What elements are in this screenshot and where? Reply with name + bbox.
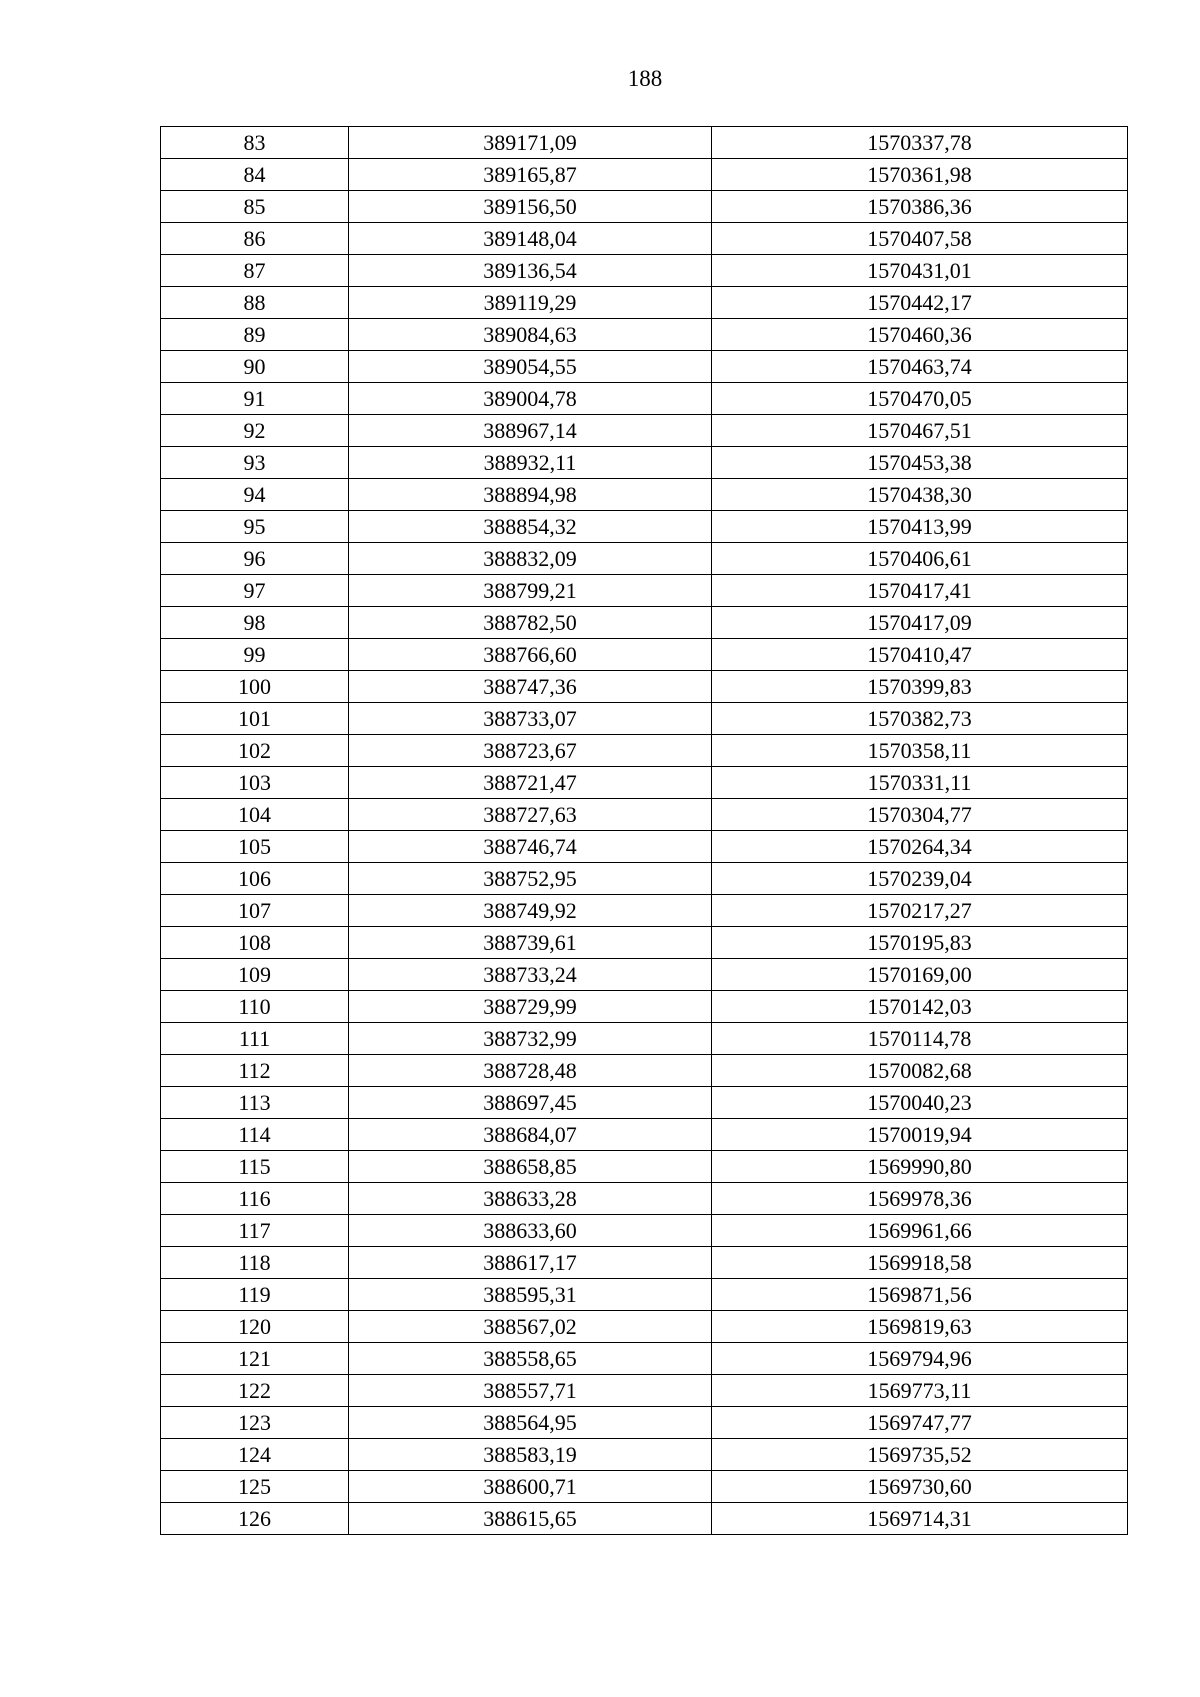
y-coordinate-cell: 1570407,58 xyxy=(712,223,1128,255)
point-number-cell: 83 xyxy=(161,127,349,159)
table-row xyxy=(161,287,1128,319)
y-coordinate-cell: 1570142,03 xyxy=(712,991,1128,1023)
page-number: 188 xyxy=(627,66,663,91)
point-number-cell: 106 xyxy=(161,863,349,895)
y-coordinate-cell: 1569871,56 xyxy=(712,1279,1128,1311)
point-number-cell: 86 xyxy=(161,223,349,255)
point-number-cell: 121 xyxy=(161,1343,349,1375)
point-number-cell: 117 xyxy=(161,1215,349,1247)
y-coordinate-cell: 1570040,23 xyxy=(712,1087,1128,1119)
x-coordinate-cell: 389148,04 xyxy=(349,223,712,255)
y-coordinate-cell: 1570417,09 xyxy=(712,607,1128,639)
table-row xyxy=(161,1087,1128,1119)
x-coordinate-cell: 388600,71 xyxy=(349,1471,712,1503)
x-coordinate-cell: 388684,07 xyxy=(349,1119,712,1151)
x-coordinate-cell: 388697,45 xyxy=(349,1087,712,1119)
x-coordinate-cell: 389054,55 xyxy=(349,351,712,383)
table-row xyxy=(161,1119,1128,1151)
y-coordinate-cell: 1569714,31 xyxy=(712,1503,1128,1535)
point-number-cell: 87 xyxy=(161,255,349,287)
x-coordinate-cell: 388782,50 xyxy=(349,607,712,639)
table-row xyxy=(161,543,1128,575)
y-coordinate-cell: 1570410,47 xyxy=(712,639,1128,671)
y-coordinate-cell: 1570470,05 xyxy=(712,383,1128,415)
point-number-cell: 91 xyxy=(161,383,349,415)
table-row xyxy=(161,639,1128,671)
x-coordinate-cell: 388746,74 xyxy=(349,831,712,863)
y-coordinate-cell: 1569773,11 xyxy=(712,1375,1128,1407)
y-coordinate-cell: 1570217,27 xyxy=(712,895,1128,927)
x-coordinate-cell: 388727,63 xyxy=(349,799,712,831)
table-row xyxy=(161,1471,1128,1503)
y-coordinate-cell: 1570442,17 xyxy=(712,287,1128,319)
point-number-cell: 124 xyxy=(161,1439,349,1471)
point-number-cell: 93 xyxy=(161,447,349,479)
table-row xyxy=(161,127,1128,159)
point-number-cell: 104 xyxy=(161,799,349,831)
table-row xyxy=(161,735,1128,767)
point-number-cell: 120 xyxy=(161,1311,349,1343)
x-coordinate-cell: 388932,11 xyxy=(349,447,712,479)
table-row xyxy=(161,1503,1128,1535)
y-coordinate-cell: 1570453,38 xyxy=(712,447,1128,479)
table-row xyxy=(161,1215,1128,1247)
x-coordinate-cell: 388733,07 xyxy=(349,703,712,735)
y-coordinate-cell: 1570386,36 xyxy=(712,191,1128,223)
x-coordinate-cell: 388595,31 xyxy=(349,1279,712,1311)
x-coordinate-cell: 389004,78 xyxy=(349,383,712,415)
point-number-cell: 119 xyxy=(161,1279,349,1311)
point-number-cell: 92 xyxy=(161,415,349,447)
table-row xyxy=(161,1279,1128,1311)
point-number-cell: 94 xyxy=(161,479,349,511)
table-row xyxy=(161,1055,1128,1087)
y-coordinate-cell: 1569819,63 xyxy=(712,1311,1128,1343)
y-coordinate-cell: 1570304,77 xyxy=(712,799,1128,831)
point-number-cell: 109 xyxy=(161,959,349,991)
table-row xyxy=(161,191,1128,223)
table-row xyxy=(161,1375,1128,1407)
y-coordinate-cell: 1570431,01 xyxy=(712,255,1128,287)
y-coordinate-cell: 1570337,78 xyxy=(712,127,1128,159)
point-number-cell: 90 xyxy=(161,351,349,383)
x-coordinate-cell: 388658,85 xyxy=(349,1151,712,1183)
y-coordinate-cell: 1570331,11 xyxy=(712,767,1128,799)
table-row xyxy=(161,767,1128,799)
point-number-cell: 96 xyxy=(161,543,349,575)
point-number-cell: 89 xyxy=(161,319,349,351)
x-coordinate-cell: 388633,28 xyxy=(349,1183,712,1215)
table-row xyxy=(161,1247,1128,1279)
point-number-cell: 102 xyxy=(161,735,349,767)
y-coordinate-cell: 1570358,11 xyxy=(712,735,1128,767)
table-row xyxy=(161,1151,1128,1183)
x-coordinate-cell: 389136,54 xyxy=(349,255,712,287)
coordinates-table xyxy=(160,126,1128,1535)
x-coordinate-cell: 388721,47 xyxy=(349,767,712,799)
table-row xyxy=(161,1407,1128,1439)
y-coordinate-cell: 1569747,77 xyxy=(712,1407,1128,1439)
table-row xyxy=(161,671,1128,703)
point-number-cell: 84 xyxy=(161,159,349,191)
x-coordinate-cell: 388732,99 xyxy=(349,1023,712,1055)
point-number-cell: 112 xyxy=(161,1055,349,1087)
x-coordinate-cell: 388967,14 xyxy=(349,415,712,447)
x-coordinate-cell: 389171,09 xyxy=(349,127,712,159)
table-row xyxy=(161,607,1128,639)
table-row xyxy=(161,415,1128,447)
point-number-cell: 126 xyxy=(161,1503,349,1535)
table-row xyxy=(161,1023,1128,1055)
point-number-cell: 107 xyxy=(161,895,349,927)
table-row xyxy=(161,1439,1128,1471)
x-coordinate-cell: 388752,95 xyxy=(349,863,712,895)
x-coordinate-cell: 388729,99 xyxy=(349,991,712,1023)
table-row xyxy=(161,511,1128,543)
table-row xyxy=(161,255,1128,287)
y-coordinate-cell: 1569978,36 xyxy=(712,1183,1128,1215)
point-number-cell: 118 xyxy=(161,1247,349,1279)
x-coordinate-cell: 388747,36 xyxy=(349,671,712,703)
point-number-cell: 125 xyxy=(161,1471,349,1503)
y-coordinate-cell: 1570382,73 xyxy=(712,703,1128,735)
y-coordinate-cell: 1570399,83 xyxy=(712,671,1128,703)
point-number-cell: 99 xyxy=(161,639,349,671)
x-coordinate-cell: 388723,67 xyxy=(349,735,712,767)
y-coordinate-cell: 1570413,99 xyxy=(712,511,1128,543)
x-coordinate-cell: 388558,65 xyxy=(349,1343,712,1375)
x-coordinate-cell: 388854,32 xyxy=(349,511,712,543)
table-row xyxy=(161,927,1128,959)
table-row xyxy=(161,479,1128,511)
x-coordinate-cell: 388749,92 xyxy=(349,895,712,927)
y-coordinate-cell: 1570406,61 xyxy=(712,543,1128,575)
point-number-cell: 114 xyxy=(161,1119,349,1151)
y-coordinate-cell: 1569730,60 xyxy=(712,1471,1128,1503)
x-coordinate-cell: 388567,02 xyxy=(349,1311,712,1343)
table-row xyxy=(161,447,1128,479)
point-number-cell: 97 xyxy=(161,575,349,607)
y-coordinate-cell: 1570114,78 xyxy=(712,1023,1128,1055)
point-number-cell: 116 xyxy=(161,1183,349,1215)
y-coordinate-cell: 1569794,96 xyxy=(712,1343,1128,1375)
x-coordinate-cell: 388733,24 xyxy=(349,959,712,991)
y-coordinate-cell: 1570467,51 xyxy=(712,415,1128,447)
table-row xyxy=(161,799,1128,831)
table-row xyxy=(161,1183,1128,1215)
point-number-cell: 103 xyxy=(161,767,349,799)
point-number-cell: 111 xyxy=(161,1023,349,1055)
y-coordinate-cell: 1570169,00 xyxy=(712,959,1128,991)
table-row xyxy=(161,159,1128,191)
point-number-cell: 95 xyxy=(161,511,349,543)
x-coordinate-cell: 388739,61 xyxy=(349,927,712,959)
table-row xyxy=(161,383,1128,415)
y-coordinate-cell: 1569918,58 xyxy=(712,1247,1128,1279)
y-coordinate-cell: 1570438,30 xyxy=(712,479,1128,511)
y-coordinate-cell: 1569961,66 xyxy=(712,1215,1128,1247)
x-coordinate-cell: 388728,48 xyxy=(349,1055,712,1087)
y-coordinate-cell: 1570460,36 xyxy=(712,319,1128,351)
table-row xyxy=(161,351,1128,383)
table-row xyxy=(161,319,1128,351)
point-number-cell: 123 xyxy=(161,1407,349,1439)
point-number-cell: 108 xyxy=(161,927,349,959)
y-coordinate-cell: 1569990,80 xyxy=(712,1151,1128,1183)
point-number-cell: 113 xyxy=(161,1087,349,1119)
point-number-cell: 101 xyxy=(161,703,349,735)
point-number-cell: 100 xyxy=(161,671,349,703)
x-coordinate-cell: 389165,87 xyxy=(349,159,712,191)
table-row xyxy=(161,223,1128,255)
table-row xyxy=(161,831,1128,863)
x-coordinate-cell: 388564,95 xyxy=(349,1407,712,1439)
y-coordinate-cell: 1570361,98 xyxy=(712,159,1128,191)
x-coordinate-cell: 388633,60 xyxy=(349,1215,712,1247)
point-number-cell: 98 xyxy=(161,607,349,639)
point-number-cell: 115 xyxy=(161,1151,349,1183)
y-coordinate-cell: 1570239,04 xyxy=(712,863,1128,895)
coordinates-table-body xyxy=(161,127,1128,1535)
table-row xyxy=(161,959,1128,991)
y-coordinate-cell: 1570417,41 xyxy=(712,575,1128,607)
x-coordinate-cell: 388799,21 xyxy=(349,575,712,607)
point-number-cell: 105 xyxy=(161,831,349,863)
x-coordinate-cell: 388557,71 xyxy=(349,1375,712,1407)
table-row xyxy=(161,1343,1128,1375)
point-number-cell: 122 xyxy=(161,1375,349,1407)
x-coordinate-cell: 389084,63 xyxy=(349,319,712,351)
table-row xyxy=(161,575,1128,607)
table-row xyxy=(161,1311,1128,1343)
table-row xyxy=(161,703,1128,735)
y-coordinate-cell: 1570264,34 xyxy=(712,831,1128,863)
y-coordinate-cell: 1570463,74 xyxy=(712,351,1128,383)
table-row xyxy=(161,895,1128,927)
point-number-cell: 110 xyxy=(161,991,349,1023)
x-coordinate-cell: 388832,09 xyxy=(349,543,712,575)
y-coordinate-cell: 1570195,83 xyxy=(712,927,1128,959)
x-coordinate-cell: 389119,29 xyxy=(349,287,712,319)
point-number-cell: 88 xyxy=(161,287,349,319)
table-row xyxy=(161,991,1128,1023)
x-coordinate-cell: 389156,50 xyxy=(349,191,712,223)
point-number-cell: 85 xyxy=(161,191,349,223)
x-coordinate-cell: 388617,17 xyxy=(349,1247,712,1279)
x-coordinate-cell: 388615,65 xyxy=(349,1503,712,1535)
x-coordinate-cell: 388894,98 xyxy=(349,479,712,511)
x-coordinate-cell: 388766,60 xyxy=(349,639,712,671)
y-coordinate-cell: 1569735,52 xyxy=(712,1439,1128,1471)
x-coordinate-cell: 388583,19 xyxy=(349,1439,712,1471)
y-coordinate-cell: 1570019,94 xyxy=(712,1119,1128,1151)
table-row xyxy=(161,863,1128,895)
y-coordinate-cell: 1570082,68 xyxy=(712,1055,1128,1087)
